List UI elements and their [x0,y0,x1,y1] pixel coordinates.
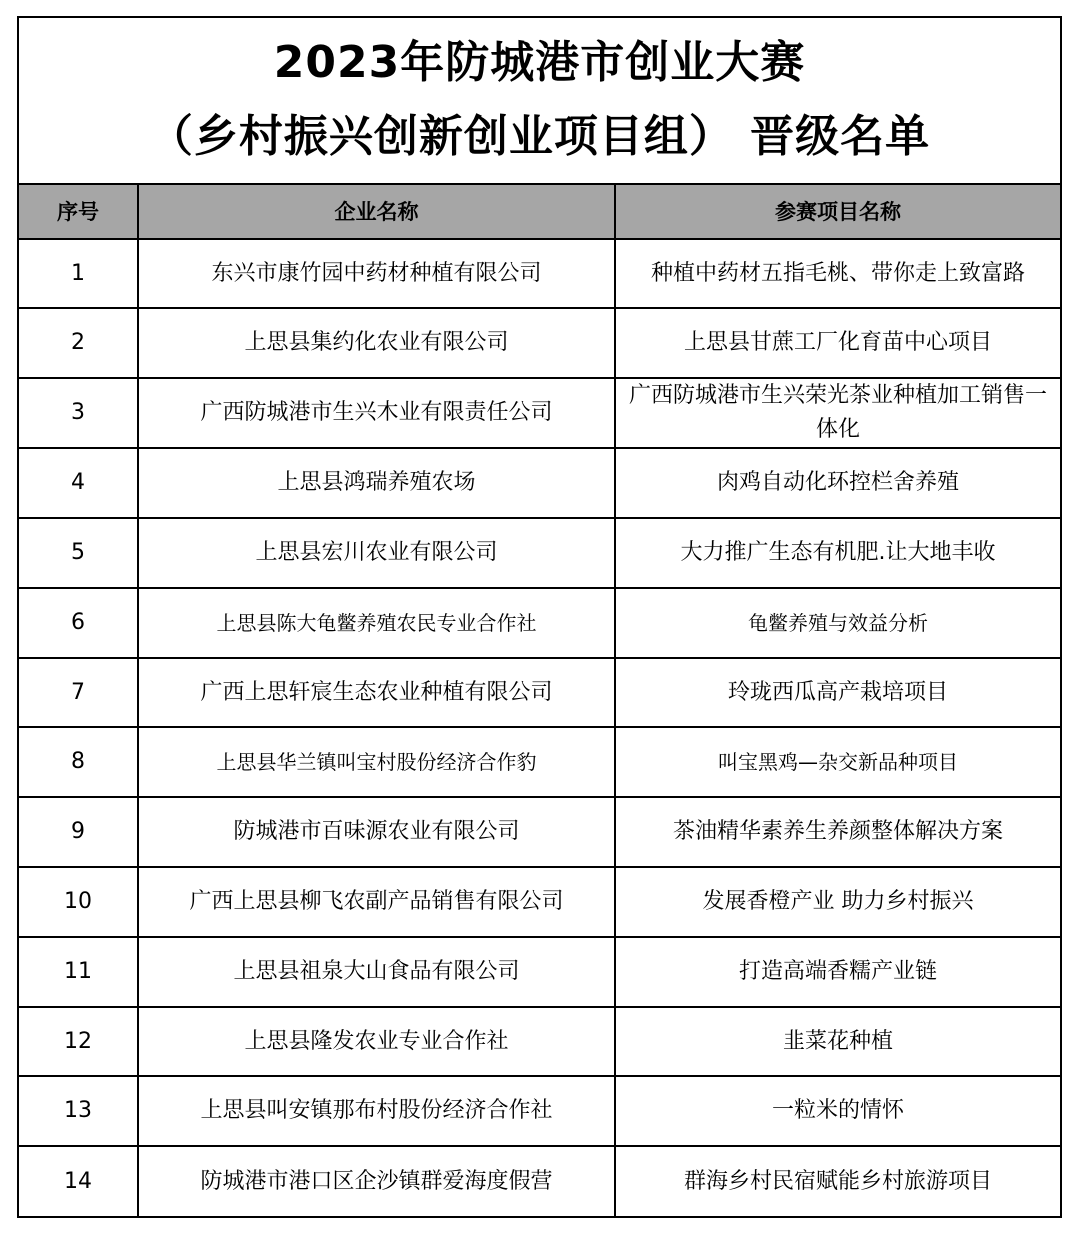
cell-project-name: 茶油精华素养生养颜整体解决方案 [615,797,1060,867]
cell-serial-number: 1 [19,239,138,309]
table-row [19,588,1060,658]
table-row [19,1007,1060,1077]
finalists-table [19,185,1060,1216]
table-row [19,378,1060,448]
cell-serial-number: 4 [19,448,138,518]
cell-project-name: 广西防城港市生兴荣光茶业种植加工销售一体化 [615,378,1060,448]
cell-company-name: 上思县集约化农业有限公司 [138,308,615,378]
cell-serial-number: 14 [19,1146,138,1216]
cell-serial-number: 13 [19,1076,138,1146]
cell-serial-number: 11 [19,937,138,1007]
cell-company-name: 防城港市港口区企沙镇群爱海度假营 [138,1146,615,1216]
cell-serial-number: 10 [19,867,138,937]
cell-company-name: 广西上思轩宸生态农业种植有限公司 [138,658,615,728]
cell-company-name: 上思县陈大龟鳖养殖农民专业合作社 [138,588,615,658]
cell-company-name: 上思县宏川农业有限公司 [138,518,615,588]
cell-project-name: 上思县甘蔗工厂化育苗中心项目 [615,308,1060,378]
cell-serial-number: 3 [19,378,138,448]
title-line-2: （乡村振兴创新创业项目组） 晋级名单 [148,111,931,163]
table-row [19,867,1060,937]
cell-company-name: 上思县鸿瑞养殖农场 [138,448,615,518]
header-serial-number: 序号 [19,185,138,239]
cell-company-name: 上思县隆发农业专业合作社 [138,1007,615,1077]
cell-project-name: 群海乡村民宿赋能乡村旅游项目 [615,1146,1060,1216]
cell-project-name: 一粒米的情怀 [615,1076,1060,1146]
table-header-row [19,185,1060,239]
cell-serial-number: 9 [19,797,138,867]
table-row [19,727,1060,797]
table-row [19,1076,1060,1146]
cell-company-name: 上思县祖泉大山食品有限公司 [138,937,615,1007]
cell-company-name: 防城港市百味源农业有限公司 [138,797,615,867]
header-company-name: 企业名称 [138,185,615,239]
cell-company-name: 上思县叫安镇那布村股份经济合作社 [138,1076,615,1146]
cell-serial-number: 2 [19,308,138,378]
cell-project-name: 叫宝黑鸡—杂交新品种项目 [615,727,1060,797]
cell-project-name: 打造高端香糯产业链 [615,937,1060,1007]
cell-serial-number: 5 [19,518,138,588]
cell-project-name: 玲珑西瓜高产栽培项目 [615,658,1060,728]
document-title [19,18,1060,185]
cell-serial-number: 6 [19,588,138,658]
header-project-name: 参赛项目名称 [615,185,1060,239]
cell-project-name: 发展香橙产业 助力乡村振兴 [615,867,1060,937]
document-page [17,16,1062,1218]
cell-company-name: 上思县华兰镇叫宝村股份经济合作豹 [138,727,615,797]
cell-serial-number: 8 [19,727,138,797]
cell-serial-number: 7 [19,658,138,728]
table-row [19,937,1060,1007]
cell-project-name: 肉鸡自动化环控栏舍养殖 [615,448,1060,518]
table-row [19,448,1060,518]
cell-project-name: 韭菜花种植 [615,1007,1060,1077]
cell-project-name: 种植中药材五指毛桃、带你走上致富路 [615,239,1060,309]
table-row [19,518,1060,588]
table-row [19,239,1060,309]
title-line-1: 2023年防城港市创业大赛 [273,37,806,89]
table-row [19,658,1060,728]
cell-company-name: 广西防城港市生兴木业有限责任公司 [138,378,615,448]
table-row [19,1146,1060,1216]
cell-project-name: 龟鳖养殖与效益分析 [615,588,1060,658]
table-row [19,308,1060,378]
cell-project-name: 大力推广生态有机肥.让大地丰收 [615,518,1060,588]
cell-company-name: 广西上思县柳飞农副产品销售有限公司 [138,867,615,937]
table-row [19,797,1060,867]
cell-serial-number: 12 [19,1007,138,1077]
cell-company-name: 东兴市康竹园中药材种植有限公司 [138,239,615,309]
